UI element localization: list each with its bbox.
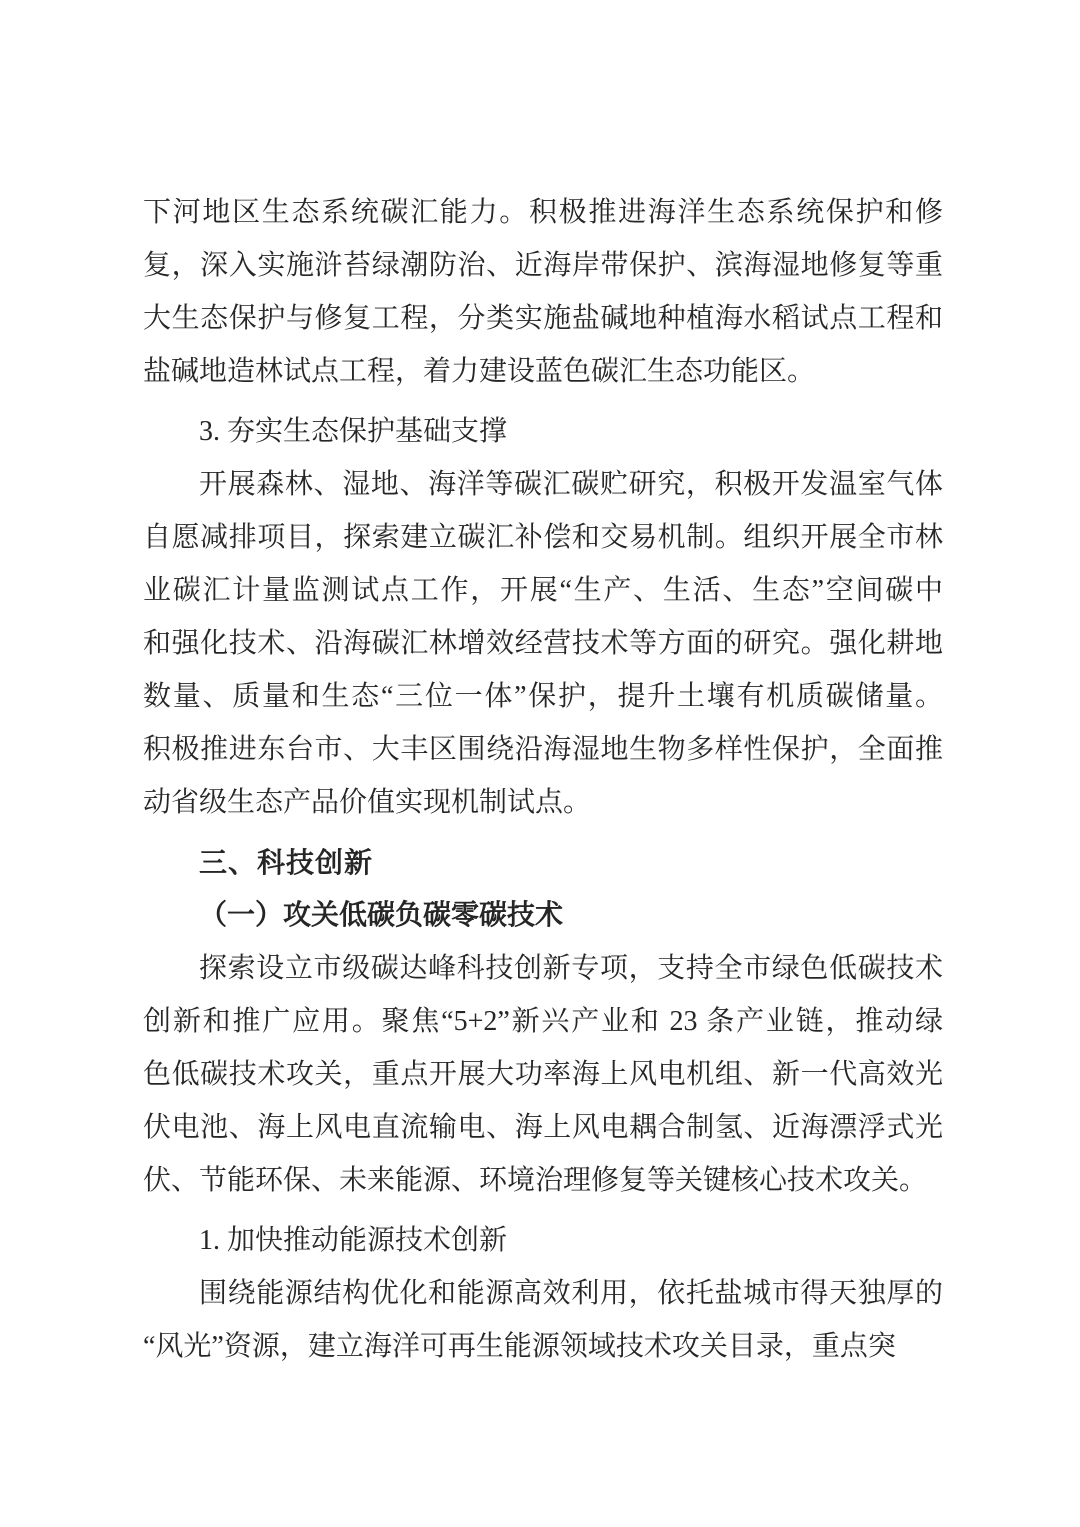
paragraph [143, 942, 943, 1207]
paragraph [143, 1267, 943, 1373]
text-line: （一）攻关低碳负碳零碳技术 [199, 900, 564, 931]
text-line: 数量、质量和生态“三位一体”保护，提升土壤有机质碳储量。 [143, 681, 943, 712]
text-line: 三、科技创新 [199, 847, 374, 878]
paragraph [143, 458, 943, 829]
text-line: 下河地区生态系统碳汇能力。积极推进海洋生态系统保护和修 [143, 197, 943, 228]
text-line: 伏电池、海上风电直流输电、海上风电耦合制氢、近海漂浮式光 [143, 1112, 943, 1143]
text-line: 动省级生态产品价值实现机制试点。 [143, 787, 592, 818]
text-line: 伏、节能环保、未来能源、环境治理修复等关键核心技术攻关。 [143, 1165, 928, 1196]
text-line: 和强化技术、沿海碳汇林增效经营技术等方面的研究。强化耕地 [143, 628, 943, 659]
text-line: 围绕能源结构优化和能源高效利用，依托盐城市得天独厚的 [199, 1278, 943, 1309]
text-line: 1. 加快推动能源技术创新 [199, 1225, 508, 1256]
text-line: 业碳汇计量监测试点工作，开展“生产、生活、生态”空间碳中 [143, 575, 943, 606]
text-line: 盐碱地造林试点工程，着力建设蓝色碳汇生态功能区。 [143, 356, 816, 387]
section-heading [143, 836, 943, 889]
numbered-heading [143, 405, 943, 458]
text-line: 色低碳技术攻关，重点开展大功率海上风电机组、新一代高效光 [143, 1059, 943, 1090]
text-line: “风光”资源，建立海洋可再生能源领域技术攻关目录，重点突 [143, 1331, 896, 1362]
text-line: 积极推进东台市、大丰区围绕沿海湿地生物多样性保护，全面推 [143, 734, 943, 765]
numbered-heading [143, 1214, 943, 1267]
text-line: 创新和推广应用。聚焦“5+2”新兴产业和 23 条产业链，推动绿 [143, 1006, 943, 1037]
subsection-heading [143, 889, 943, 942]
text-line: 大生态保护与修复工程，分类实施盐碱地种植海水稻试点工程和 [143, 303, 943, 334]
text-line: 自愿减排项目，探索建立碳汇补偿和交易机制。组织开展全市林 [143, 522, 943, 553]
document-text [143, 186, 943, 1373]
text-line: 开展森林、湿地、海洋等碳汇碳贮研究，积极开发温室气体 [199, 469, 943, 500]
text-line: 探索设立市级碳达峰科技创新专项，支持全市绿色低碳技术 [199, 953, 943, 984]
text-line: 复，深入实施浒苔绿潮防治、近海岸带保护、滨海湿地修复等重 [143, 250, 943, 281]
text-line: 3. 夯实生态保护基础支撑 [199, 416, 508, 447]
paragraph [143, 186, 943, 398]
